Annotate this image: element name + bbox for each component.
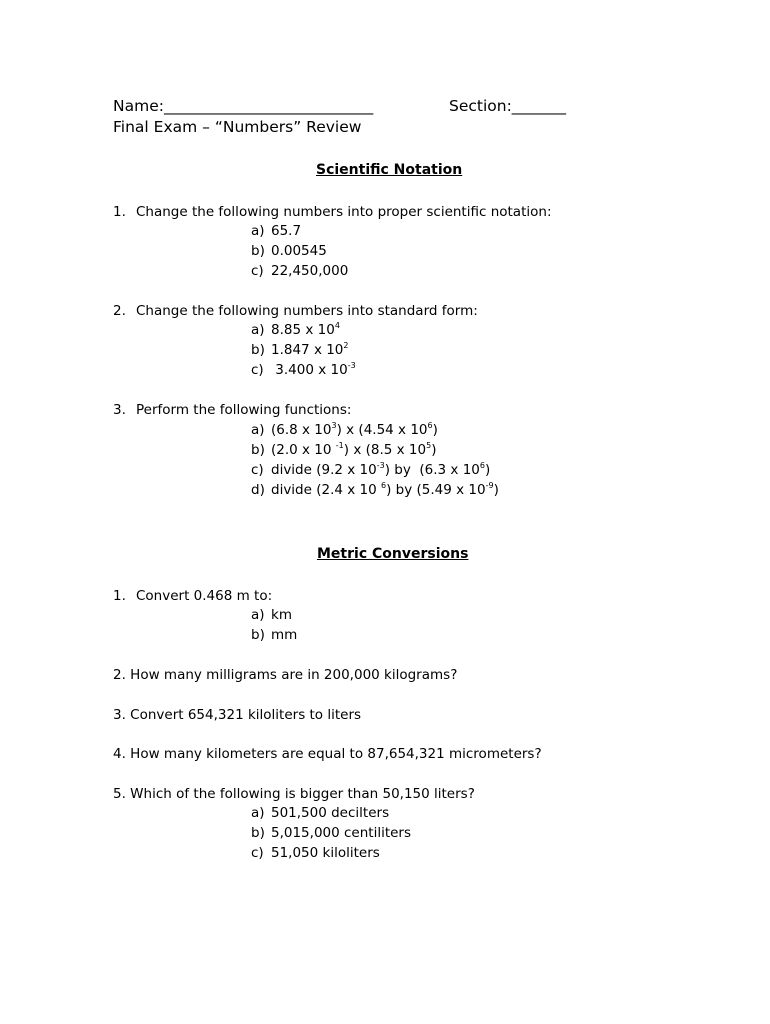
exponent: -1	[335, 440, 344, 450]
expr-part: divide (9.2 x 10	[271, 462, 377, 478]
metric-question-4: 4. How many kilometers are equal to 87,654,321 micrometers?	[113, 746, 542, 762]
sci-q3-option-a	[251, 421, 438, 439]
metric-question-2: 2. How many milligrams are in 200,000 kilograms?	[113, 667, 458, 683]
question-text: Change the following numbers into proper scientific notation:	[136, 204, 552, 220]
option-text: mm	[271, 627, 298, 643]
scientific-notation-heading: Scientific Notation	[316, 162, 463, 178]
option-letter: b)	[251, 825, 265, 841]
exponent: 3	[331, 420, 337, 430]
expr-part: )	[431, 442, 437, 458]
sci-q1-option-a	[251, 222, 301, 240]
metric-q1-option-b	[251, 626, 297, 644]
question-number: 1.	[113, 204, 126, 220]
expr-part: (2.0 x 10	[271, 442, 336, 458]
sci-q2-option-c	[251, 361, 356, 379]
question-number: 1.	[113, 588, 126, 604]
option-letter: c)	[251, 263, 264, 279]
expr-part: ) x (4.54 x 10	[336, 422, 428, 438]
metric-q5-option-c	[251, 844, 380, 862]
option-letter: c)	[251, 845, 264, 861]
question-text: Perform the following functions:	[136, 402, 352, 418]
option-letter: a)	[251, 607, 265, 623]
expr-part: ) by (5.49 x 10	[386, 482, 486, 498]
option-letter: b)	[251, 627, 265, 643]
option-letter: a)	[251, 322, 265, 338]
sci-q2-option-b	[251, 341, 349, 359]
section-field-label: Section:_______	[449, 97, 567, 115]
expr-part: ) by (6.3 x 10	[384, 462, 480, 478]
exponent: 2	[343, 340, 349, 350]
option-letter: a)	[251, 422, 265, 438]
option-letter: a)	[251, 223, 265, 239]
expr-part: divide (2.4 x 10	[271, 482, 382, 498]
metric-question-5: 5. Which of the following is bigger than 50,150 liters?	[113, 786, 475, 802]
option-text: 501,500 decilters	[271, 805, 390, 821]
option-letter: b)	[251, 442, 265, 458]
sci-question-1	[113, 203, 552, 221]
option-letter: c)	[251, 462, 264, 478]
sci-q1-option-c	[251, 262, 348, 280]
metric-question-1	[113, 587, 272, 605]
option-letter: a)	[251, 805, 265, 821]
expr-part: )	[432, 422, 438, 438]
option-text: 0.00545	[271, 243, 327, 259]
exponent: -9	[485, 480, 494, 490]
sci-question-3	[113, 401, 351, 419]
exponent: 5	[426, 440, 432, 450]
exponent: 6	[479, 460, 485, 470]
option-letter: b)	[251, 243, 265, 259]
exponent: -3	[376, 460, 385, 470]
sci-q1-option-b	[251, 242, 327, 260]
metric-q5-option-b	[251, 824, 411, 842]
option-letter: d)	[251, 482, 265, 498]
exponent: -3	[347, 360, 356, 370]
option-base: 1.847 x 10	[271, 342, 344, 358]
option-base: 8.85 x 10	[271, 322, 335, 338]
option-text: 5,015,000 centiliters	[271, 825, 412, 841]
option-text: 65.7	[271, 223, 302, 239]
option-text: 22,450,000	[271, 263, 349, 279]
metric-question-3: 3. Convert 654,321 kiloliters to liters	[113, 707, 362, 723]
exponent: 6	[381, 480, 387, 490]
metric-q5-option-a	[251, 804, 389, 822]
document-subtitle: Final Exam – “Numbers” Review	[113, 118, 362, 136]
metric-conversions-heading: Metric Conversions	[317, 546, 469, 562]
name-field-label: Name:___________________________	[113, 97, 374, 115]
exponent: 6	[427, 420, 433, 430]
question-text: Change the following numbers into standard form:	[136, 303, 478, 319]
expr-part: ) x (8.5 x 10	[343, 442, 427, 458]
question-number: 2.	[113, 303, 126, 319]
metric-q1-option-a	[251, 606, 292, 624]
expr-part: (6.8 x 10	[271, 422, 332, 438]
sci-q3-option-b	[251, 441, 436, 459]
question-text: Convert 0.468 m to:	[136, 588, 273, 604]
option-base: 3.400 x 10	[271, 362, 348, 378]
option-text: 51,050 kiloliters	[271, 845, 380, 861]
option-letter: b)	[251, 342, 265, 358]
question-number: 3.	[113, 402, 126, 418]
sci-q3-option-d	[251, 481, 499, 499]
expr-part: )	[484, 462, 491, 478]
sci-q3-option-c	[251, 461, 490, 479]
expr-part: )	[493, 482, 499, 498]
sci-question-2	[113, 302, 478, 320]
option-letter: c)	[251, 362, 264, 378]
exponent: 4	[334, 320, 340, 330]
sci-q2-option-a	[251, 321, 340, 339]
option-text: km	[271, 607, 292, 623]
